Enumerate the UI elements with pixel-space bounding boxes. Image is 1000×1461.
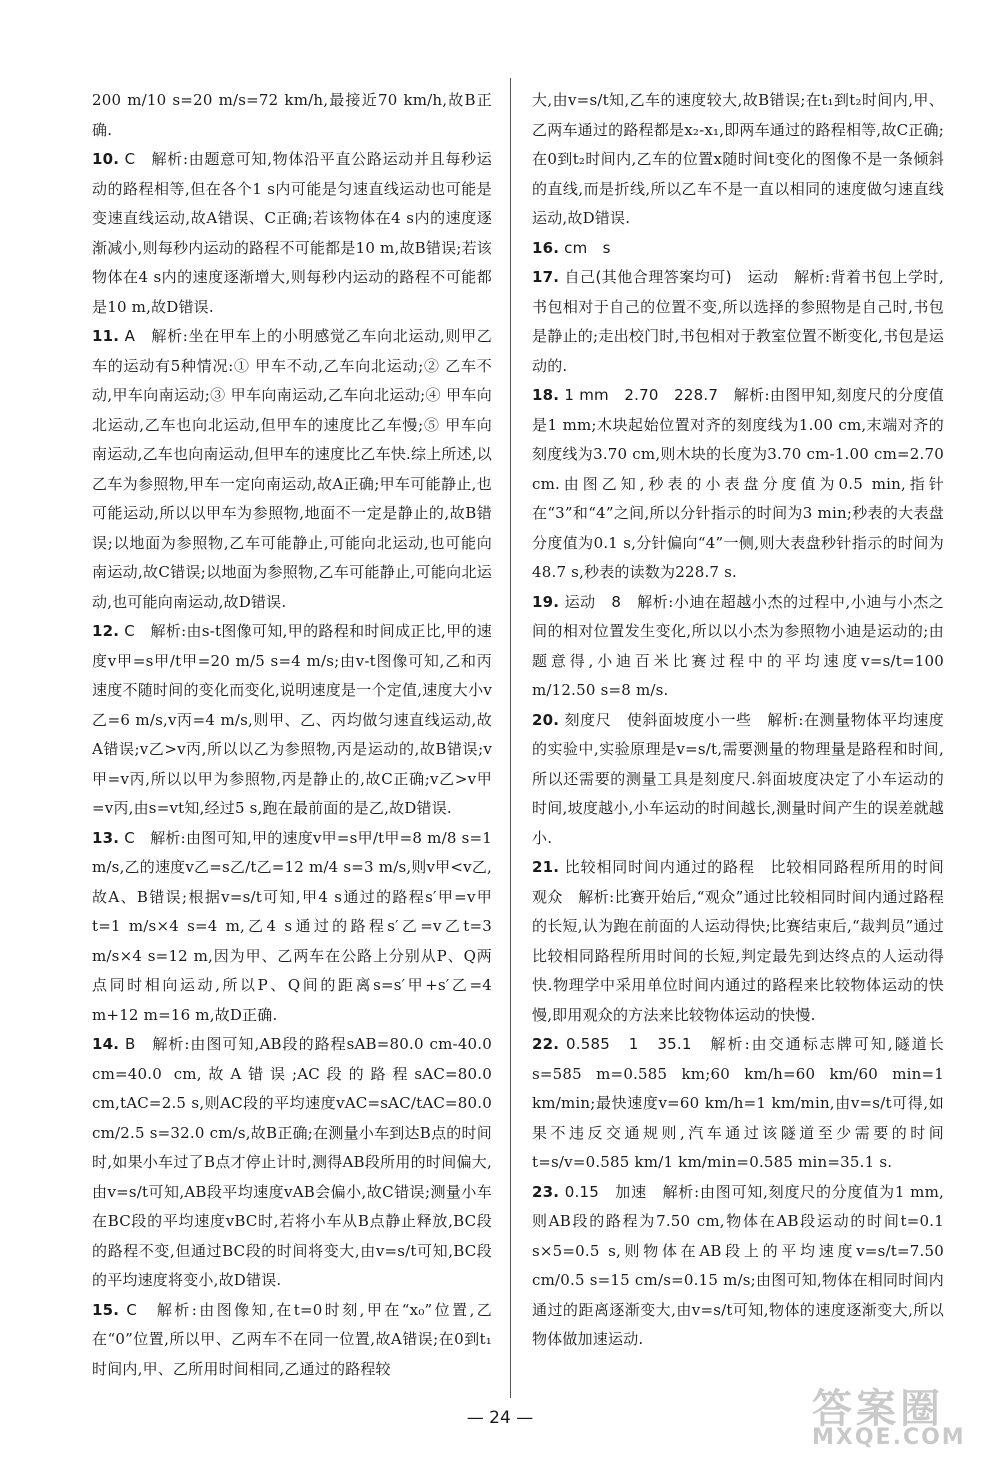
watermark-bottom: MXQE.COM — [812, 1425, 966, 1450]
answer-entry — [532, 234, 944, 264]
explanation-text: 解析:由s-t图像可知,甲的路程和时间成正比,甲的速度v甲=s甲/t甲=20 m/5 s=4 m/s;由v-t图像可知,乙和丙速度不随时间的变化而变化,说明速度是一个定值,速度大小v乙=6 m/s,v丙=4 m/s,则甲、乙、丙均做匀速直线运动,故A错误;v乙>v丙,所以以乙为参照物,丙是运动的,故B错误;v甲=v丙,所以以甲为参照物,丙是静止的,故C正确;v乙>v甲=v丙,由s=vt知,经过5 s,跑在最前面的是乙,故D错误. — [92, 622, 493, 817]
explanation-text: 解析:坐在甲车上的小明感觉乙车向北运动,则甲乙车的运动有5种情况:① 甲车不动,乙车向北运动;② 乙车不动,甲车向南运动;③ 甲车向南运动,乙车向北运动;④ 甲车向北运动,乙车也向北运动,但甲车的速度比乙车慢;⑤ 甲车向南运动,乙车也向南运动,但甲车的速度比乙车快.综上所述,以乙车为参照物,甲车一定向南运动,故A正确;甲车可能静止,也可能运动,所以以甲车为参照物,地面不一定是静止的,故B错误;以地面为参照物,乙车可能静止,可能向北运动,也可能向南运动,故C错误;以地面为参照物,乙车可能静止,可能向北运动,也可能向南运动,故D错误. — [92, 327, 493, 611]
explanation-text: 解析:由图可知,甲的速度v甲=s甲/t甲=8 m/8 s=1 m/s,乙的速度v乙=s乙/t乙=12 m/4 s=3 m/s,则v甲<v乙,故A、B错误;根据v=s/t可知,甲4 s通过的路程s′甲=v甲t=1 m/s×4 s=4 m,乙4 s通过的路程s′乙=v乙t=3 m/s×4 s=12 m,因为甲、乙两车在公路上分别从P、Q两点同时相向运动,所以P、Q间的距离s=s′甲+s′乙=4 m+12 m=16 m,故D正确. — [92, 828, 492, 1024]
question-number: 10. — [92, 150, 120, 168]
answer-value: C — [124, 622, 135, 640]
answer-entry — [532, 1030, 944, 1178]
answer-entry — [92, 86, 492, 145]
question-number: 11. — [92, 327, 120, 345]
answer-entry — [532, 86, 944, 234]
answer-value: 运动 8 — [564, 592, 622, 611]
answer-entry — [92, 1030, 492, 1296]
left-column — [92, 86, 492, 1384]
answer-value: 自己(其他合理答案均可) 运动 — [564, 268, 779, 286]
explanation-text: 大,由v=s/t知,乙车的速度较大,故B错误;在t₁到t₂时间内,甲、乙两车通过的路程都是x₂-x₁,即两车通过的路程相等,故C正确;在0到t₂时间内,乙车的位置x随时间t变化的图像不是一条倾斜的直线,而是折线,所以乙车不是一直以相同的速度做匀速直线运动,故D错误. — [532, 91, 944, 227]
explanation-text: 解析:在测量物体平均速度的实验中,实验原理是v=s/t,需要测量的物理量是路程和时间,所以还需要的测量工具是刻度尺.斜面坡度决定了小车运动的时间,坡度越小,小车运动的时间越长,测量时间产生的误差就越小. — [532, 710, 944, 847]
answer-value: C — [126, 1300, 138, 1319]
explanation-text: 解析:由图甲知,刻度尺的分度值是1 mm;木块起始位置对齐的刻度线为1.00 cm,末端对齐的刻度线为3.70 cm,则木块的长度为3.70 cm-1.00 cm=2.70 cm.由图乙知,秒表的小表盘分度值为0.5 min,指针在“3”和“4”之间,所以分针指示的时间为3 min;秒表的大表盘分度值为0.1 s,分针偏向“4”一侧,则大表盘秒针指示的时间为48.7 s,秒表的读数为228.7 s. — [532, 386, 945, 581]
answer-entry — [92, 322, 492, 617]
question-number: 23. — [532, 1182, 560, 1201]
answer-value: cm s — [564, 238, 611, 257]
answer-value: B — [124, 1035, 136, 1053]
answer-value: C — [124, 828, 135, 847]
watermark-logo — [782, 1377, 982, 1453]
answer-value: A — [124, 327, 136, 345]
answer-value: 刻度尺 使斜面坡度小一些 — [564, 710, 752, 729]
question-number: 13. — [92, 828, 120, 847]
explanation-text: 解析:比赛开始后,“观众”通过比较相同时间内通过路程的长短,认为跑在前面的人运动得快;比赛结束后,“裁判员”通过比较相同路程所用时间的长短,判定最先到达终点的人运动得快.物理学中采用单位时间内通过的路程来比较物体运动的快慢,即用观众的方法来比较物体运动的快慢. — [532, 887, 945, 1024]
answer-entry — [92, 145, 492, 322]
question-number: 21. — [532, 858, 560, 876]
answer-entry — [532, 263, 944, 381]
answer-entry — [532, 1178, 944, 1355]
explanation-text: 解析:由题意可知,物体沿平直公路运动并且每秒运动的路程相等,但在各个1 s内可能是匀速直线运动也可能是变速直线运动,故A错误、C正确;若该物体在4 s内的速度逐渐减小,则每秒内运动的路程不可能都是10 m,故B错误;若该物体在4 s内的速度逐渐增大,则每秒内运动的路程不可能都是10 m,故D错误. — [92, 150, 492, 316]
answer-entry — [92, 1296, 492, 1385]
question-number: 22. — [532, 1035, 560, 1053]
answer-entry — [532, 853, 960, 1030]
answer-entry — [532, 381, 944, 588]
question-number: 18. — [532, 386, 560, 404]
right-column — [532, 86, 960, 1355]
column-divider — [510, 78, 511, 1398]
watermark-top: 答案圈 — [812, 1386, 944, 1432]
question-number: 16. — [532, 238, 560, 257]
question-number: 15. — [92, 1300, 120, 1319]
question-number: 20. — [532, 710, 560, 729]
explanation-text: 解析:由图可知,AB段的路程sAB=80.0 cm-40.0 cm=40.0 cm,故A错误;AC段的路程sAC=80.0 cm,tAC=2.5 s,则AC段的平均速度vAC=sAC/tAC=80.0 cm/2.5 s=32.0 cm/s,故B正确;在测量小车到达B点的时间时,如果小车过了B点才停止计时,测得AB段所用的时间偏大,由v=s/t可知,AB段平均速度vAB会偏小,故C错误;测量小车在BC段的平均速度vBC时,若将小车从B点静止释放,BC段的路程不变,但通过BC段的时间将变大,由v=s/t可知,BC段的平均速度将变小,故D错误. — [92, 1035, 493, 1289]
answer-value: 0.15 加速 — [564, 1182, 647, 1201]
explanation-text: 200 m/10 s=20 m/s=72 km/h,最接近70 km/h,故B正确. — [92, 91, 492, 139]
answer-entry — [92, 824, 492, 1031]
explanation-text: 解析:由交通标志牌可知,隧道长s=585 m=0.585 km;60 km/h=60 km/60 min=1 km/min;最快速度v=60 km/h=1 km/min,由v=s/t可得,如果不违反交通规则,汽车通过该隧道至少需要的时间t=s/v=0.585 km/1 km/min=0.585 min=35.1 s. — [532, 1035, 945, 1171]
answer-value: 0.585 1 35.1 — [566, 1035, 692, 1053]
question-number: 14. — [92, 1035, 120, 1053]
explanation-text: 解析:由图像知,在t=0时刻,甲在“x₀”位置,乙在“0”位置,所以甲、乙两车不在同一位置,故A错误;在0到t₁时间内,甲、乙所用时间相同,乙通过的路程较 — [92, 1300, 493, 1378]
explanation-text: 解析:由图可知,刻度尺的分度值为1 mm,则AB段的路程为7.50 cm,物体在AB段运动的时间t=0.1 s×5=0.5 s,则物体在AB段上的平均速度v=s/t=7.50 cm/0.5 s=15 cm/s=0.15 m/s;由图可知,物体在相同时间内通过的距离逐渐变大,由v=s/t可知,物体的速度逐渐变大,所以物体做加速运动. — [532, 1182, 944, 1348]
answer-value: C — [124, 150, 136, 168]
question-number: 19. — [532, 592, 560, 611]
answer-value: 1 mm 2.70 228.7 — [564, 386, 719, 404]
answer-value: 比较相同时间内通过的路程 比较相同路程所用的时间 观众 — [532, 858, 960, 906]
explanation-text: 解析:小迪在超越小杰的过程中,小迪与小杰之间的相对位置发生变化,所以以小杰为参照物小迪是运动的;由题意得,小迪百米比赛过程中的平均速度v=s/t=100 m/12.50 s=8 m/s. — [532, 592, 945, 699]
page-number: — 24 — — [466, 1408, 534, 1428]
answer-entry — [532, 706, 944, 854]
answer-entry — [92, 617, 492, 824]
explanation-text: 解析:背着书包上学时,书包相对于自己的位置不变,所以选择的参照物是自己时,书包是静止的;走出校门时,书包相对于教室位置不断变化,书包是运动的. — [532, 268, 944, 375]
answer-entry — [532, 588, 944, 706]
question-number: 17. — [532, 268, 560, 286]
question-number: 12. — [92, 622, 120, 640]
